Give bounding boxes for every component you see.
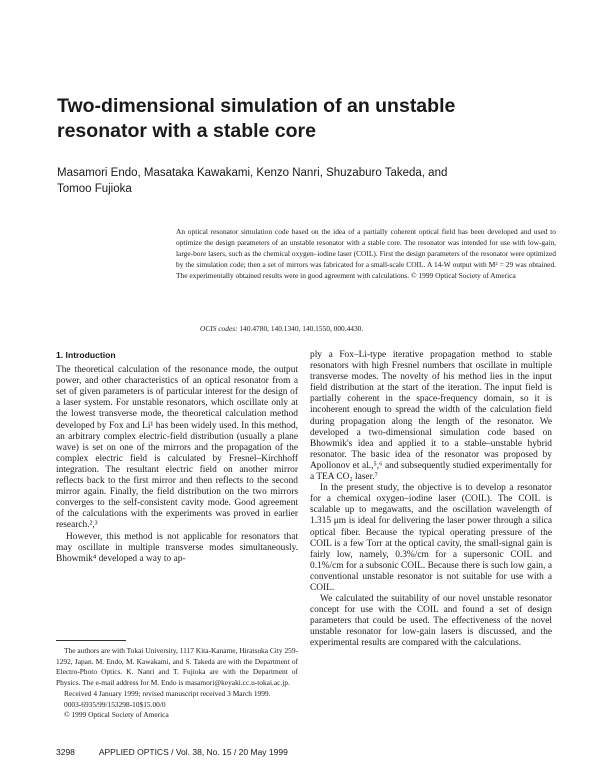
page-number: 3298 — [56, 747, 75, 757]
author-list: Masamori Endo, Masataka Kawakami, Kenzo Nanri, Shuzaburo Takeda, and Tomoo Fujioka — [57, 167, 448, 195]
right-column — [310, 350, 552, 650]
footnote-copyright: © 1999 Optical Society of America — [64, 710, 169, 720]
footnote-received: Received 4 January 1999; revised manuscript received 3 March 1999. — [64, 688, 271, 698]
paragraph: ply a Fox–Li-type iterative propagation method to stable resonators with high Fresnel numbers that oscillate in multiple transverse modes. The novelty of his method lies in the input field distribution at the start of the iteration. The input field is partially coherent in the space-frequency domain, so it is incoherent enough to spread the width of the calculation field during propagation along the length of the resonator. We developed a two-dimensional simulation code based on Bhowmik's idea and applied it to a stable–unstable hybrid resonator. The basic idea of the resonator was proposed by Apollonov et al.,⁵,⁶ and subsequently studied experimentally for a TEA CO₂ laser.⁷ — [310, 350, 552, 483]
paragraph: In the present study, the objective is to develop a resonator for a chemical oxygen–iodine laser (COIL). The COIL is scalable up to megawatts, and the oscillation wavelength of 1.315 μm is ideal for delivering the laser power through a silica optical fiber. Because the typical operating pressure of the COIL is a few Torr at the optical cavity, the small-signal gain is fairly low, namely, 0.3%/cm for a supersonic COIL and 0.1%/cm for a subsonic COIL. Because there is such low gain, a conventional unstable resonator is not suitable for use with a COIL. — [310, 483, 552, 593]
ocis-label: OCIS codes: — [200, 324, 238, 333]
paragraph: However, this method is not applicable for resonators that may oscillate in multiple transverse modes simultaneously. Bhowmik⁴ developed a way to ap- — [56, 531, 298, 564]
footnote-code: 0003-6935/99/153298-10$15.00/0 — [64, 699, 166, 709]
journal-citation: APPLIED OPTICS / Vol. 38, No. 15 / 20 May 1999 — [98, 747, 288, 757]
ocis-values: 140.4780, 140.1340, 140.1550, 000.4430. — [239, 324, 364, 333]
paragraph: The theoretical calculation of the resonance mode, the output power, and other characteristics of an optical resonator from a set of given parameters is of particular interest for the design of a laser system. For unstable resonators, which oscillate only at the lowest transverse mode, the theoretical calculation method developed by Fox and Li¹ has been widely used. In this method, an arbitrary complex electric-field distribution (usually a plane wave) is set on one of the mirrors and the propagation of the complex electric field is calculated by Fresnel–Kirchhoff integration. The resultant electric field on another mirror reflects back to the first mirror and then reflects to the second mirror again. Finally, the field distribution on the two mirrors converges to the self-consistent cavity mode. Good agreement of the calculations with the experiments was proved in earlier research.²,³ — [56, 365, 298, 531]
left-column — [56, 350, 298, 565]
abstract: An optical resonator simulation code based on the idea of a partially coherent optical field has been developed and used to optimize the design parameters of an unstable resonator with a stable core. The resonator was intended for use with low-gain, large-bore lasers, such as the chemical oxygen–iodine laser (COIL). First the design parameters of the resonator were optimized by the simulation code; then a set of mirrors was fabricated for a small-scale COIL. A 14-W output with M² = 29 was obtained. The experimentally obtained results were in good agreement with calculations. © 1999 Optical Society of America — [176, 227, 556, 280]
article-title: Two-dimensional simulation of an unstable resonator with a stable core — [57, 95, 456, 142]
footnote-affiliation: The authors are with Tokai University, 1117 Kita-Kaname, Hiratsuka City 259-1292, Japan. M. Endo, M. Kawakami, and S. Takeda are with the Department of Electro-Photo Optics. K. Nanri and T. Fujioka are with the Department of Physics. The e-mail address for M. Endo is masamori@keyaki.cc.u-tokai.ac.jp. — [56, 646, 298, 688]
ocis-codes — [200, 323, 560, 334]
section-heading: 1. Introduction — [56, 350, 116, 360]
footnote — [56, 646, 298, 721]
running-footer — [56, 747, 556, 757]
footnote-rule — [56, 640, 126, 641]
paragraph: We calculated the suitability of our novel unstable resonator concept for use with the COIL and found a set of design parameters that could be used. The effectiveness of the novel unstable resonator for low-gain lasers is discussed, and the experimental results are compared with the calculations. — [310, 594, 552, 649]
